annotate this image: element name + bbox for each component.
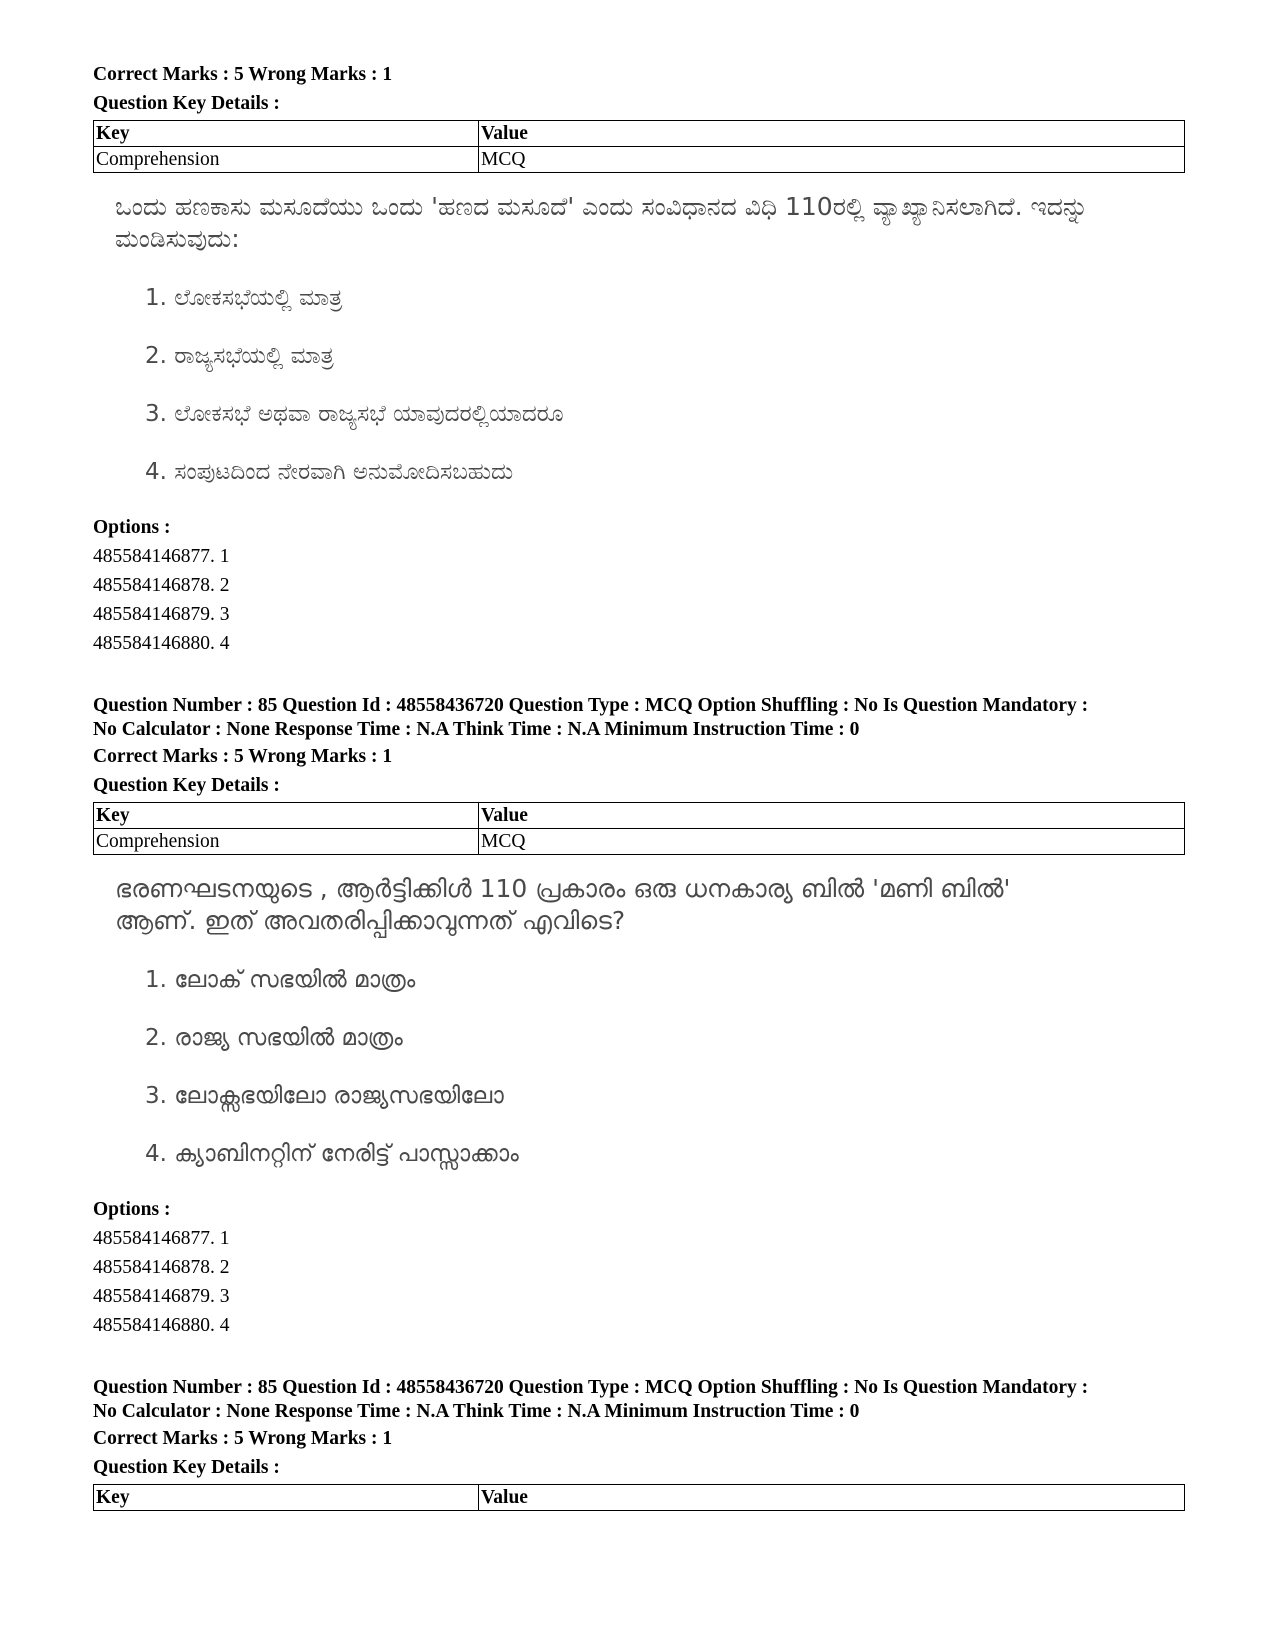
marks-line: Correct Marks : 5 Wrong Marks : 1: [93, 746, 393, 767]
table-header-key: Key: [94, 1485, 479, 1511]
key-details-label: Question Key Details :: [93, 1457, 280, 1478]
table-header-row: [94, 121, 1185, 147]
statement-4: 4. ക്യാബിനറ്റിന് നേരിട്ട് പാസ്സാക്കാം: [145, 1141, 519, 1167]
table-cell-value: MCQ: [479, 147, 1185, 173]
question-stem: ഭരണഘടനയുടെ , ആർട്ടിക്കിൾ 110 പ്രകാരം ഒരു ധനകാര്യ ബിൽ 'മണി ബിൽ' ആണ്. ഇത് അവതരിപ്പിക്കാവുന്നത് എവിടെ?: [115, 874, 1011, 935]
question-stem: ಒಂದು ಹಣಕಾಸು ಮಸೂದೆಯು ಒಂದು 'ಹಣದ ಮಸೂದೆ' ಎಂದು ಸಂವಿಧಾನದ ವಿಧಿ 110ರಲ್ಲಿ ವ್ಯಾಖ್ಯಾನಿಸಲಾಗಿದೆ. ಇದನ್ನು ಮಂಡಿಸುವುದು:: [115, 192, 1089, 253]
option-item: 485584146880. 4: [93, 633, 230, 654]
key-details-label: Question Key Details :: [93, 93, 280, 114]
option-item: 485584146878. 2: [93, 575, 230, 596]
table-header-value: Value: [479, 1485, 1185, 1511]
statement-4: 4. ಸಂಪುಟದಿಂದ ನೇರವಾಗಿ ಅನುಮೋದಿಸಬಹುದು: [145, 459, 514, 485]
statement-3: 3. ಲೋಕಸಭೆ ಅಥವಾ ರಾಜ್ಯಸಭೆ ಯಾವುದರಲ್ಲಿಯಾದರೂ: [145, 401, 564, 427]
question-header-line-2: No Calculator : None Response Time : N.A Think Time : N.A Minimum Instruction Time : 0: [93, 719, 860, 740]
question-key-table: [93, 120, 1185, 173]
question-key-table: [93, 1484, 1185, 1511]
table-cell-key: Comprehension: [94, 829, 479, 855]
option-item: 485584146879. 3: [93, 1286, 230, 1307]
table-header-value: Value: [479, 121, 1185, 147]
table-row: [94, 829, 1185, 855]
question-image: [115, 191, 1183, 487]
table-cell-value: MCQ: [479, 829, 1185, 855]
question-block-1: [93, 60, 1183, 658]
marks-line: Correct Marks : 5 Wrong Marks : 1: [93, 64, 393, 85]
key-details-label: Question Key Details :: [93, 775, 280, 796]
marks-line: Correct Marks : 5 Wrong Marks : 1: [93, 1428, 393, 1449]
table-header-key: Key: [94, 803, 479, 829]
question-header-line-1: Question Number : 85 Question Id : 48558436720 Question Type : MCQ Option Shuffling : No Is Question Mandatory :: [93, 695, 1089, 716]
statement-2: 2. ರಾಜ್ಯಸಭೆಯಲ್ಲಿ ಮಾತ್ರ: [145, 343, 334, 369]
option-item: 485584146877. 1: [93, 1228, 230, 1249]
question-header-line-1: Question Number : 85 Question Id : 48558436720 Question Type : MCQ Option Shuffling : No Is Question Mandatory :: [93, 1377, 1089, 1398]
document-page: [93, 60, 1183, 1521]
options-label: Options :: [93, 517, 171, 538]
options-label: Options :: [93, 1199, 171, 1220]
table-header-value: Value: [479, 803, 1185, 829]
question-key-table: [93, 802, 1185, 855]
statement-3: 3. ലോക്സഭയിലോ രാജ്യസഭയിലോ: [145, 1083, 504, 1109]
question-header-line-2: No Calculator : None Response Time : N.A Think Time : N.A Minimum Instruction Time : 0: [93, 1401, 860, 1422]
statement-2: 2. രാജ്യ സഭയിൽ മാത്രം: [145, 1025, 403, 1051]
table-header-row: [94, 803, 1185, 829]
table-row: [94, 147, 1185, 173]
option-item: 485584146877. 1: [93, 546, 230, 567]
question-block-3: [93, 1376, 1183, 1511]
option-item: 485584146879. 3: [93, 604, 230, 625]
option-item: 485584146878. 2: [93, 1257, 230, 1278]
table-header-row: [94, 1485, 1185, 1511]
table-header-key: Key: [94, 121, 479, 147]
question-image: [115, 873, 1183, 1169]
option-item: 485584146880. 4: [93, 1315, 230, 1336]
table-cell-key: Comprehension: [94, 147, 479, 173]
statement-1: 1. ಲೋಕಸಭೆಯಲ್ಲಿ ಮಾತ್ರ: [145, 285, 343, 311]
statement-1: 1. ലോക് സഭയിൽ മാത്രം: [145, 967, 416, 993]
question-block-2: [93, 694, 1183, 1340]
